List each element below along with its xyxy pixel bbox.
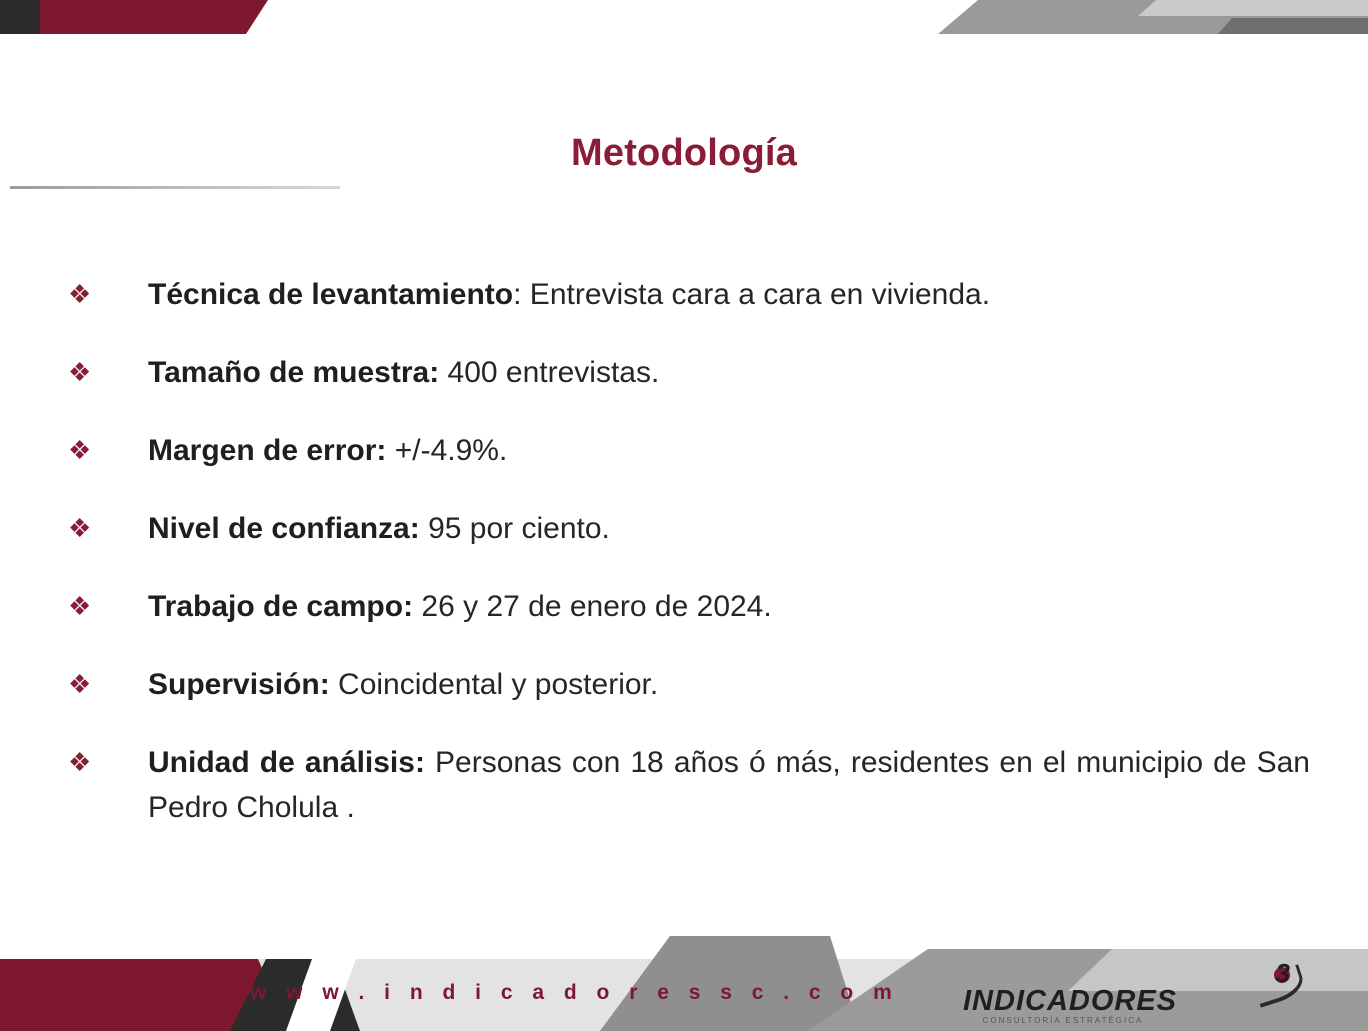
list-item bbox=[60, 584, 1310, 629]
list-item bbox=[60, 350, 1310, 395]
website-url[interactable]: w w w . i n d i c a d o r e s s c . c o m bbox=[250, 981, 899, 1004]
top-decoration-band bbox=[0, 0, 1368, 34]
list-item-text bbox=[148, 350, 1310, 395]
list-item-rest: Coincidental y posterior. bbox=[329, 668, 659, 701]
list-item bbox=[60, 662, 1310, 707]
logo-name: INDICADORES bbox=[963, 985, 1178, 1017]
list-item-text bbox=[148, 506, 1310, 551]
list-item-text bbox=[148, 428, 1310, 473]
list-item-text bbox=[148, 584, 1310, 629]
diamond-bullet-icon: ❖ bbox=[68, 279, 92, 309]
top-light-grey-shape bbox=[1138, 0, 1368, 16]
list-item-lead: Supervisión: bbox=[148, 668, 330, 701]
title-underline-rule bbox=[10, 186, 340, 189]
list-item-rest: : Entrevista cara a cara en vivienda. bbox=[513, 278, 991, 311]
diamond-bullet-icon: ❖ bbox=[68, 669, 92, 699]
page-number: 3 bbox=[1275, 958, 1290, 988]
brand-logo bbox=[963, 985, 1178, 1025]
list-item bbox=[60, 428, 1310, 473]
list-item-text bbox=[148, 740, 1310, 830]
list-item bbox=[60, 506, 1310, 551]
list-item-lead: Margen de error: bbox=[148, 434, 387, 467]
bottom-decoration-band bbox=[0, 931, 1368, 1031]
list-item-rest: 95 por ciento. bbox=[419, 512, 610, 545]
list-item-lead: Técnica de levantamiento bbox=[148, 278, 514, 311]
list-item-lead: Unidad de análisis: bbox=[148, 746, 425, 779]
list-item-rest: Personas con 18 años ó más, residentes en el municipio de San Pedro Cholula . bbox=[148, 746, 1310, 824]
list-item-lead: Trabajo de campo: bbox=[148, 590, 414, 623]
top-dark-shape bbox=[0, 0, 40, 34]
diamond-bullet-icon: ❖ bbox=[68, 357, 92, 387]
list-item-lead: Nivel de confianza: bbox=[148, 512, 420, 545]
bullet-list bbox=[60, 272, 1310, 863]
diamond-bullet-icon: ❖ bbox=[68, 747, 92, 777]
top-maroon-shape bbox=[0, 0, 292, 34]
list-item-rest: 400 entrevistas. bbox=[439, 356, 660, 389]
diamond-bullet-icon: ❖ bbox=[68, 435, 92, 465]
list-item-text bbox=[148, 272, 1310, 317]
list-item-rest: +/-4.9%. bbox=[386, 434, 508, 467]
diamond-bullet-icon: ❖ bbox=[68, 513, 92, 543]
logo-tagline: CONSULTORÍA ESTRATÉGICA bbox=[982, 1016, 1144, 1025]
diamond-bullet-icon: ❖ bbox=[68, 591, 92, 621]
list-item bbox=[60, 272, 1310, 317]
list-item-lead: Tamaño de muestra: bbox=[148, 356, 440, 389]
list-item-text bbox=[148, 662, 1310, 707]
page-title: Metodología bbox=[571, 132, 797, 174]
top-dark-grey-shape bbox=[1218, 18, 1368, 34]
list-item bbox=[60, 740, 1310, 830]
list-item-rest: 26 y 27 de enero de 2024. bbox=[413, 590, 772, 623]
